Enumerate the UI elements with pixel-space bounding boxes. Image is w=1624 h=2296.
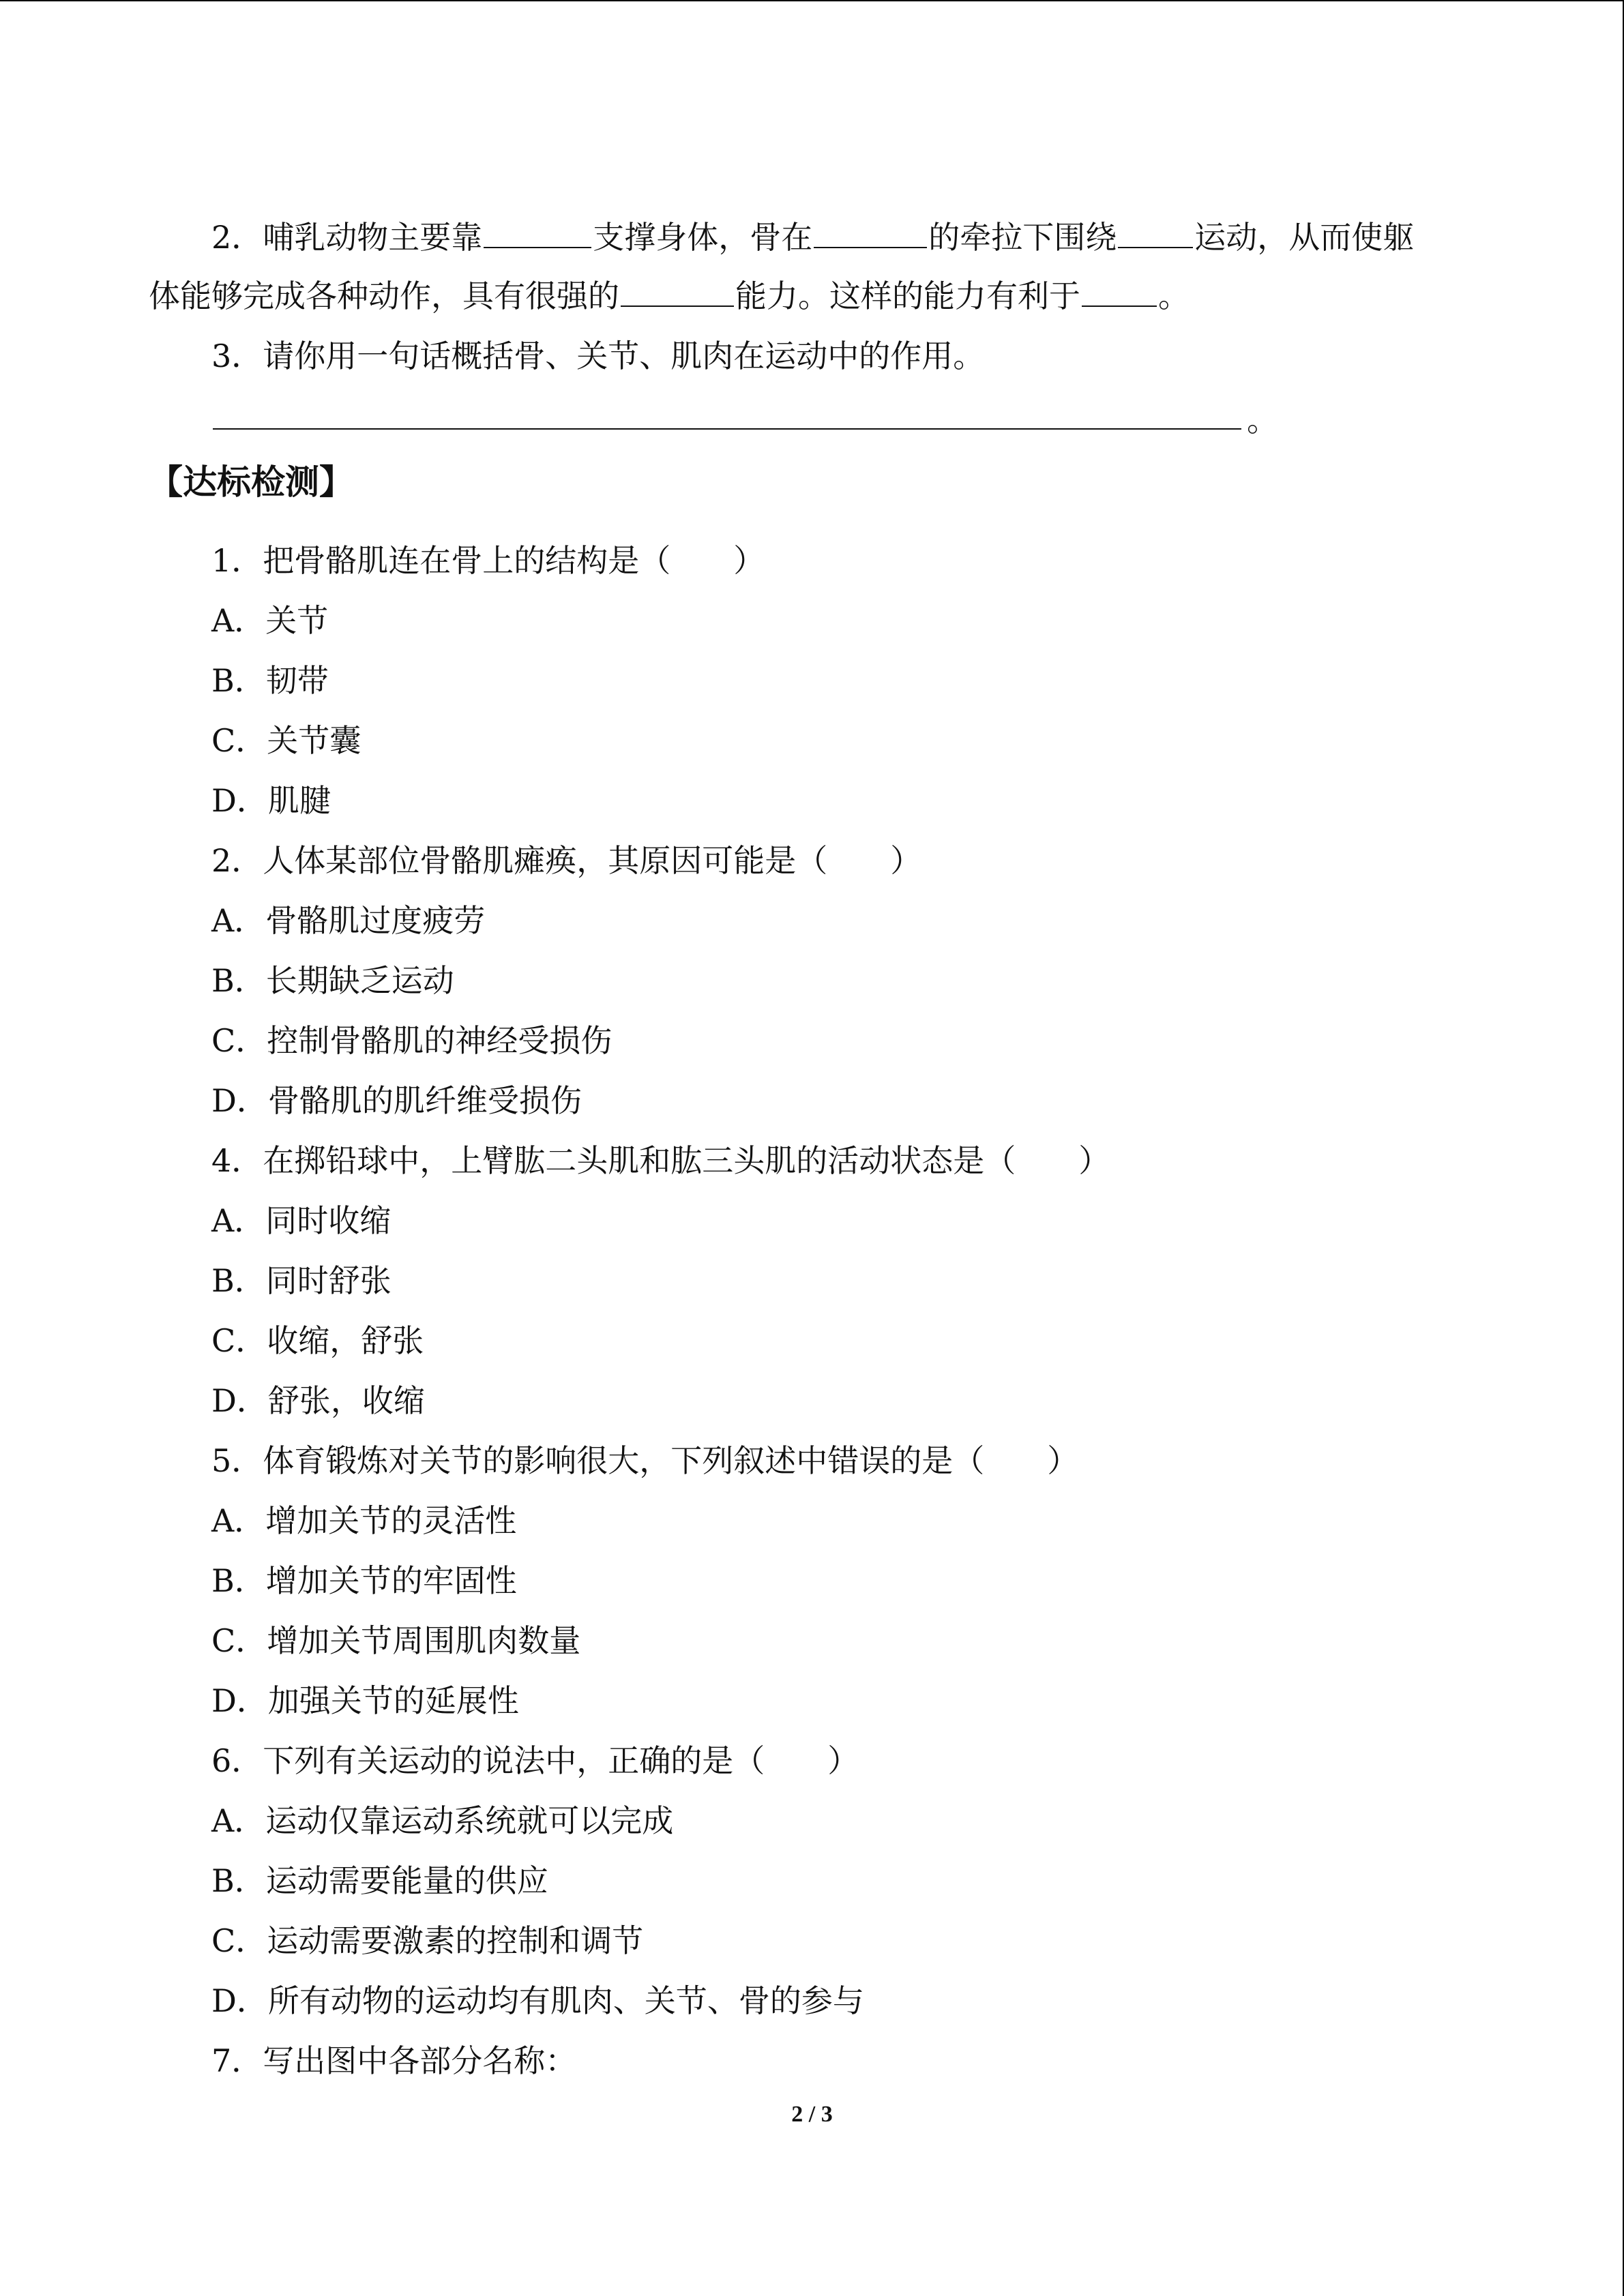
answer-line-end: 。	[1247, 402, 1278, 438]
option-item[interactable]: C．收缩，舒张	[211, 1322, 424, 1359]
page-number: 2 / 3	[791, 2102, 833, 2127]
option-item[interactable]: A．增加关节的灵活性	[211, 1502, 517, 1539]
option-item[interactable]: C．增加关节周围肌肉数量	[211, 1622, 581, 1659]
option-item[interactable]: C．控制骨骼肌的神经受损伤	[211, 1022, 612, 1059]
option-item[interactable]: D．骨骼肌的肌纤维受损伤	[211, 1082, 582, 1119]
option-item[interactable]: B．韧带	[211, 662, 329, 699]
option-item[interactable]: A．关节	[211, 602, 329, 639]
question-stem: 7．写出图中各部分名称：	[211, 2042, 577, 2079]
question-stem: 6．下列有关运动的说法中，正确的是（ ）	[211, 1742, 859, 1779]
answer-blank[interactable]	[1118, 217, 1193, 248]
option-item[interactable]: A．骨骼肌过度疲劳	[211, 902, 486, 939]
q2-text-7: 。	[1158, 278, 1190, 314]
option-item[interactable]: A．同时收缩	[211, 1202, 392, 1239]
option-item[interactable]: D．肌腱	[211, 782, 331, 819]
option-item[interactable]: A．运动仅靠运动系统就可以完成	[211, 1802, 674, 1839]
answer-line[interactable]	[213, 428, 1241, 430]
fill-in-q2-line1	[211, 217, 1414, 258]
question-stem: 2．人体某部位骨骼肌瘫痪，其原因可能是（ ）	[211, 842, 922, 879]
option-item[interactable]: B．长期缺乏运动	[211, 962, 454, 999]
option-item[interactable]: C．关节囊	[211, 722, 361, 759]
answer-blank[interactable]	[621, 275, 734, 307]
q2-text-2: 支撑身体，骨在	[593, 219, 813, 256]
fill-in-q2-line2	[149, 275, 1190, 316]
q2-text-4: 运动，从而使躯	[1194, 219, 1415, 256]
option-item[interactable]: B．运动需要能量的供应	[211, 1862, 548, 1899]
question-stem: 5．体育锻炼对关节的影响很大，下列叙述中错误的是（ ）	[211, 1442, 1079, 1479]
option-item[interactable]: D．加强关节的延展性	[211, 1682, 519, 1719]
fill-in-q3: 3．请你用一句话概括骨、关节、肌肉在运动中的作用。	[211, 338, 985, 374]
answer-blank[interactable]	[814, 217, 927, 248]
q2-text-6: 能力。这样的能力有利于	[735, 278, 1080, 314]
option-item[interactable]: B．增加关节的牢固性	[211, 1562, 517, 1599]
q2-text-5: 体能够完成各种动作，具有很强的	[149, 278, 619, 314]
question-stem: 1．把骨骼肌连在骨上的结构是（ ）	[211, 542, 765, 579]
section-title: 【达标检测】	[149, 462, 353, 502]
question-stem: 4．在掷铅球中，上臂肱二头肌和肱三头肌的活动状态是（ ）	[211, 1142, 1110, 1179]
answer-blank[interactable]	[1082, 275, 1157, 307]
answer-blank[interactable]	[484, 217, 591, 248]
q2-text-1: 2．哺乳动物主要靠	[211, 219, 483, 256]
option-item[interactable]: D．舒张，收缩	[211, 1382, 425, 1419]
q2-text-3: 的牵拉下围绕	[928, 219, 1117, 256]
option-item[interactable]: B．同时舒张	[211, 1262, 392, 1299]
option-item[interactable]: C．运动需要激素的控制和调节	[211, 1922, 644, 1959]
option-item[interactable]: D．所有动物的运动均有肌肉、关节、骨的参与	[211, 1982, 864, 2019]
